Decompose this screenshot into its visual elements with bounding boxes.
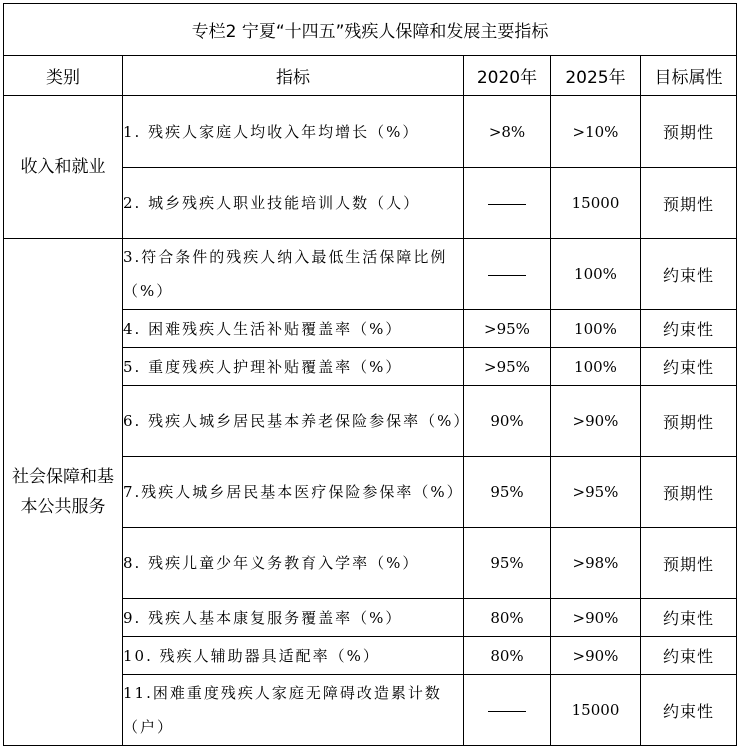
value-2025-cell: 15000 [551,168,641,239]
value-2020-cell [464,675,551,746]
value-2025-cell: >95% [551,457,641,528]
attribute-cell: 预期性 [641,96,737,168]
attribute-cell: 预期性 [641,168,737,239]
header-category: 类别 [4,56,123,96]
value-2025-cell: >10% [551,96,641,168]
attribute-cell: 约束性 [641,348,737,386]
attribute-cell: 约束性 [641,310,737,348]
indicator-cell: 1. 残疾人家庭人均收入年均增长（%） [123,96,464,168]
table-title: 专栏2 宁夏“十四五”残疾人保障和发展主要指标 [4,4,737,56]
value-2020-cell: 95% [464,528,551,599]
value-2025-cell: >90% [551,386,641,457]
value-2020-cell: >95% [464,348,551,386]
header-row [4,56,737,96]
attribute-cell: 预期性 [641,528,737,599]
dash-mark [488,275,526,276]
category-cell: 收入和就业 [4,96,123,239]
attribute-cell: 约束性 [641,239,737,310]
value-2025-cell: 15000 [551,675,641,746]
value-2025-cell: 100% [551,310,641,348]
indicator-cell: 8. 残疾儿童少年义务教育入学率（%） [123,528,464,599]
dash-mark [488,204,526,205]
dash-mark [488,711,526,712]
value-2020-cell: >8% [464,96,551,168]
indicator-cell: 6. 残疾人城乡居民基本养老保险参保率（%） [123,386,464,457]
header-2025: 2025年 [551,56,641,96]
indicator-cell: 9. 残疾人基本康复服务覆盖率（%） [123,599,464,637]
value-2025-cell: >90% [551,637,641,675]
category-cell: 社会保障和基本公共服务 [4,239,123,746]
indicator-cell: 2. 城乡残疾人职业技能培训人数（人） [123,168,464,239]
indicator-cell: 7.残疾人城乡居民基本医疗保险参保率（%） [123,457,464,528]
table-row [4,239,737,310]
value-2025-cell: >90% [551,599,641,637]
table-row [4,96,737,168]
title-row [4,4,737,56]
attribute-cell: 约束性 [641,675,737,746]
value-2020-cell [464,168,551,239]
value-2020-cell: >95% [464,310,551,348]
indicator-cell: 3.符合条件的残疾人纳入最低生活保障比例（%） [123,239,464,310]
value-2025-cell: >98% [551,528,641,599]
value-2020-cell: 80% [464,637,551,675]
value-2025-cell: 100% [551,239,641,310]
indicator-cell: 11.困难重度残疾人家庭无障碍改造累计数（户） [123,675,464,746]
indicator-cell: 5. 重度残疾人护理补贴覆盖率（%） [123,348,464,386]
value-2025-cell: 100% [551,348,641,386]
value-2020-cell: 95% [464,457,551,528]
value-2020-cell: 90% [464,386,551,457]
indicator-cell: 10. 残疾人辅助器具适配率（%） [123,637,464,675]
header-attribute: 目标属性 [641,56,737,96]
value-2020-cell: 80% [464,599,551,637]
attribute-cell: 预期性 [641,457,737,528]
header-2020: 2020年 [464,56,551,96]
value-2020-cell [464,239,551,310]
header-indicator: 指标 [123,56,464,96]
indicator-table [3,3,737,746]
attribute-cell: 约束性 [641,637,737,675]
indicator-cell: 4. 困难残疾人生活补贴覆盖率（%） [123,310,464,348]
attribute-cell: 约束性 [641,599,737,637]
attribute-cell: 预期性 [641,386,737,457]
